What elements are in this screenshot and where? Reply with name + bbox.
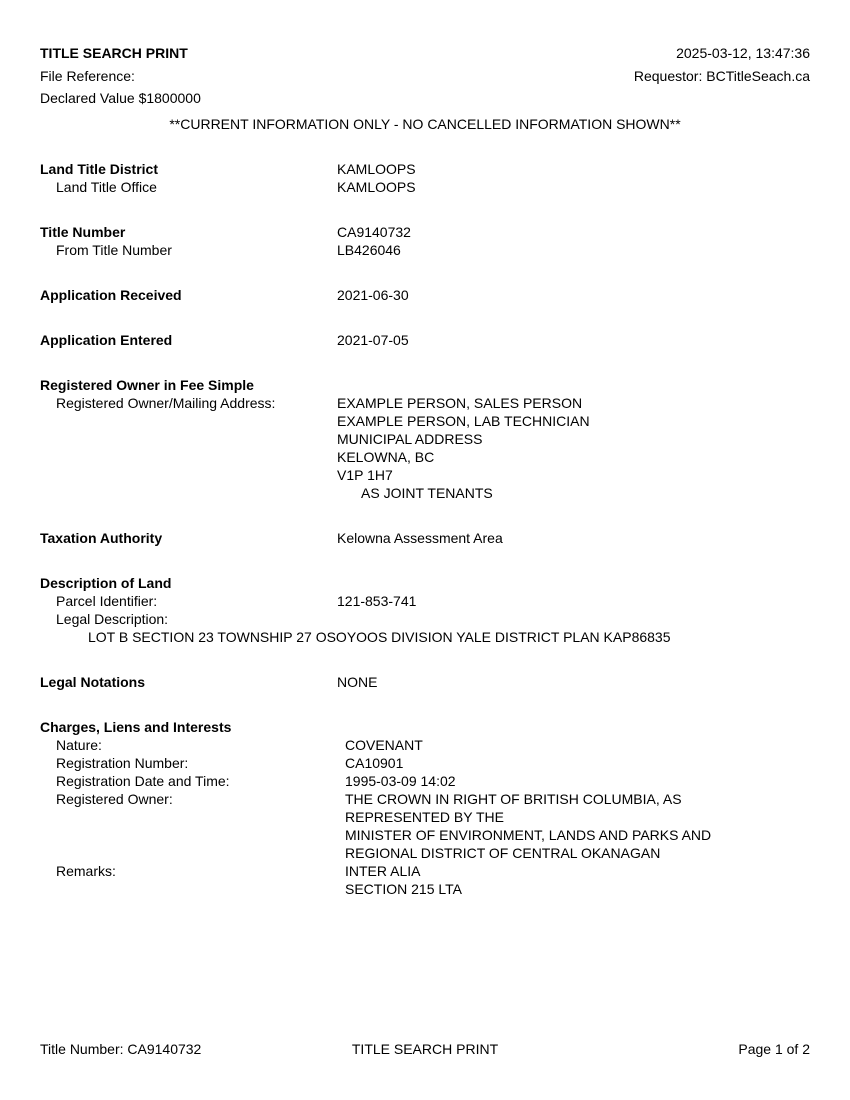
remarks-line: INTER ALIA [345,862,421,879]
footer-doc-title: TITLE SEARCH PRINT [351,1041,499,1057]
field-value: Kelowna Assessment Area [337,529,503,546]
section-title-number [40,223,810,259]
field-value: CA10901 [345,754,404,771]
charge-owner-line: REPRESENTED BY THE [345,808,504,825]
document-footer [40,1040,810,1058]
field-row [40,160,810,178]
requestor: Requestor: BCTitleSeach.ca [633,67,810,84]
footer-page-number: Page 1 of 2 [738,1041,810,1057]
owner-address-line: KELOWNA, BC [337,448,435,465]
field-row [40,790,810,862]
tenancy-line: AS JOINT TENANTS [361,484,493,501]
header-left [40,42,201,110]
file-reference-label: File Reference: [40,67,135,84]
field-label: Registration Date and Time: [56,772,230,789]
field-value: CA9140732 [337,223,411,240]
section-application-received [40,286,810,304]
charge-owner-block [345,790,810,862]
section-heading: Charges, Liens and Interests [40,718,232,735]
header-right [634,42,810,110]
charge-owner-line: MINISTER OF ENVIRONMENT, LANDS AND PARKS AND [345,826,712,843]
field-label: Parcel Identifier: [56,592,158,609]
field-row [40,178,810,196]
field-row [40,394,810,502]
field-label: Nature: [56,736,102,753]
remarks-line: SECTION 215 LTA [345,880,462,897]
field-row [40,592,810,610]
field-label: Legal Description: [56,610,169,627]
field-row [40,529,810,547]
section-heading: Description of Land [40,574,172,591]
owner-address-line: MUNICIPAL ADDRESS [337,430,483,447]
owner-address-block [337,394,810,502]
field-value: NONE [337,673,378,690]
field-label: Registered Owner: [56,790,173,807]
field-label: Land Title District [40,160,158,177]
owner-address-line: EXAMPLE PERSON, SALES PERSON [337,394,583,411]
field-label: Title Number [40,223,126,240]
field-label: Land Title Office [56,178,157,195]
field-label: Registration Number: [56,754,189,771]
owner-address-line: EXAMPLE PERSON, LAB TECHNICIAN [337,412,590,429]
charge-owner-line: THE CROWN IN RIGHT OF BRITISH COLUMBIA, AS [345,790,682,807]
section-charges-liens-interests [40,718,810,898]
field-label: Application Entered [40,331,173,348]
document-title: TITLE SEARCH PRINT [40,45,188,61]
field-row [40,736,810,754]
field-value: LB426046 [337,241,401,258]
section-description-of-land [40,574,810,646]
remarks-block [345,862,810,898]
print-datetime: 2025-03-12, 13:47:36 [676,45,810,61]
section-taxation-authority [40,529,810,547]
field-row [40,241,810,259]
declared-value: Declared Value $1800000 [40,90,201,106]
owner-address-line: V1P 1H7 [337,466,393,483]
field-value: COVENANT [345,736,423,753]
field-label: Taxation Authority [40,529,163,546]
section-land-title-district [40,160,810,196]
field-row [40,673,810,691]
field-value: 2021-06-30 [337,286,409,303]
field-row [40,754,810,772]
field-row [40,862,810,898]
footer-title-number: Title Number: CA9140732 [40,1041,202,1057]
field-label: Legal Notations [40,673,146,690]
section-application-entered [40,331,810,349]
field-row [40,223,810,241]
field-value: 1995-03-09 14:02 [345,772,456,789]
section-registered-owner [40,376,810,502]
field-value: 2021-07-05 [337,331,409,348]
section-legal-notations [40,673,810,691]
charge-owner-line: REGIONAL DISTRICT OF CENTRAL OKANAGAN [345,844,661,861]
field-label: Application Received [40,286,182,303]
field-row [40,772,810,790]
field-value: KAMLOOPS [337,160,416,177]
field-value: KAMLOOPS [337,178,416,195]
field-row [40,286,810,304]
field-label: Remarks: [56,862,116,879]
field-row [40,610,810,628]
section-heading: Registered Owner in Fee Simple [40,376,254,393]
document-header [40,42,810,110]
field-row [40,331,810,349]
field-label: Registered Owner/Mailing Address: [56,394,276,411]
current-info-notice: **CURRENT INFORMATION ONLY - NO CANCELLED INFORMATION SHOWN** [169,115,681,132]
legal-description-text: LOT B SECTION 23 TOWNSHIP 27 OSOYOOS DIVISION YALE DISTRICT PLAN KAP86835 [88,628,671,645]
field-label: From Title Number [56,241,172,258]
field-value: 121-853-741 [337,592,417,609]
